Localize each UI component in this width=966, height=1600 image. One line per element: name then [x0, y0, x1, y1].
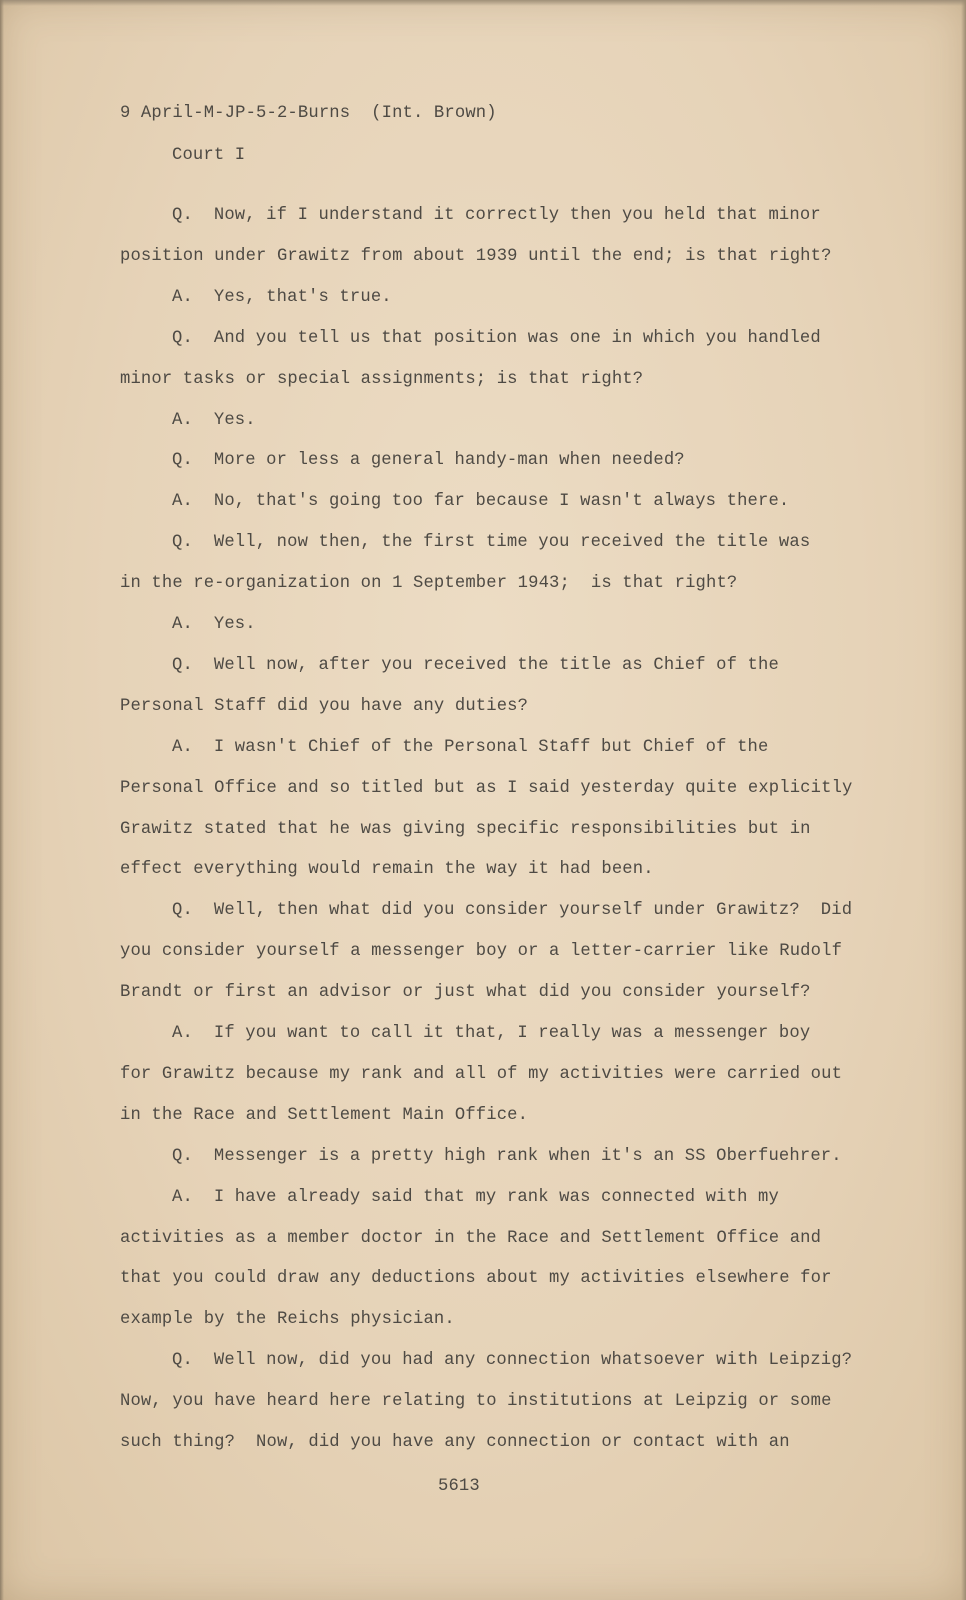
transcript-line: Q. Well now, after you received the title as Chief of the [172, 655, 779, 675]
transcript-line: you consider yourself a messenger boy or a letter-carrier like Rudolf [120, 942, 843, 962]
court-label: Court I [172, 146, 246, 165]
transcript-line: position under Grawitz from about 1939 until the end; is that right? [120, 246, 832, 266]
document-header: 9 April-M-JP-5-2-Burns (Int. Brown) [120, 104, 497, 123]
transcript-line: in the Race and Settlement Main Office. [120, 1105, 529, 1125]
transcript-line: Personal Staff did you have any duties? [120, 696, 529, 716]
paper-left-edge [0, 0, 4, 1600]
transcript-line: Personal Office and so titled but as I said yesterday quite explicitly [120, 778, 853, 798]
transcript-line: Grawitz stated that he was giving specific responsibilities but in [120, 819, 811, 839]
page-number: 5613 [438, 1477, 480, 1496]
transcript-line: Q. Well, then what did you consider yourself under Grawitz? Did [172, 901, 853, 921]
transcript-line: A. I have already said that my rank was connected with my [172, 1187, 779, 1207]
transcript-line: A. Yes. [172, 410, 256, 430]
transcript-line: Q. And you tell us that position was one in which you handled [172, 328, 821, 348]
transcript-line: A. Yes. [172, 615, 256, 634]
transcript-line: Q. Well, now then, the first time you received the title was [172, 533, 811, 553]
transcript-line: A. If you want to call it that, I really was a messenger boy [172, 1024, 811, 1043]
paper-right-edge [961, 0, 966, 1600]
transcript-line: A. Yes, that's true. [172, 287, 392, 307]
transcript-line: for Grawitz because my rank and all of my activities were carried out [120, 1064, 843, 1084]
transcript-line: Brandt or first an advisor or just what did you consider yourself? [120, 983, 811, 1003]
transcript-line: Q. Messenger is a pretty high rank when it's an SS Oberfuehrer. [172, 1146, 842, 1166]
transcript-line: Q. Well now, did you had any connection whatsoever with Leipzig? [172, 1351, 853, 1371]
transcript-line: Q. Now, if I understand it correctly then you held that minor [172, 206, 821, 225]
transcript-line: activities as a member doctor in the Race and Settlement Office and [120, 1228, 822, 1248]
transcript-line: example by the Reichs physician. [120, 1310, 455, 1330]
transcript-line: A. I wasn't Chief of the Personal Staff but Chief of the [172, 737, 769, 757]
transcript-line: A. No, that's going too far because I wasn't always there. [172, 492, 790, 512]
transcript-line: such thing? Now, did you have any connection or contact with an [120, 1433, 790, 1452]
transcript-line: that you could draw any deductions about my activities elsewhere for [120, 1269, 832, 1289]
transcript-line: in the re-organization on 1 September 1943; is that right? [120, 574, 738, 594]
transcript-line: Q. More or less a general handy-man when needed? [172, 451, 685, 471]
transcript-line: minor tasks or special assignments; is that right? [120, 369, 644, 389]
transcript-line: effect everything would remain the way it had been. [120, 860, 654, 880]
paper-top-edge [0, 0, 966, 6]
transcript-line: Now, you have heard here relating to institutions at Leipzig or some [120, 1392, 832, 1412]
